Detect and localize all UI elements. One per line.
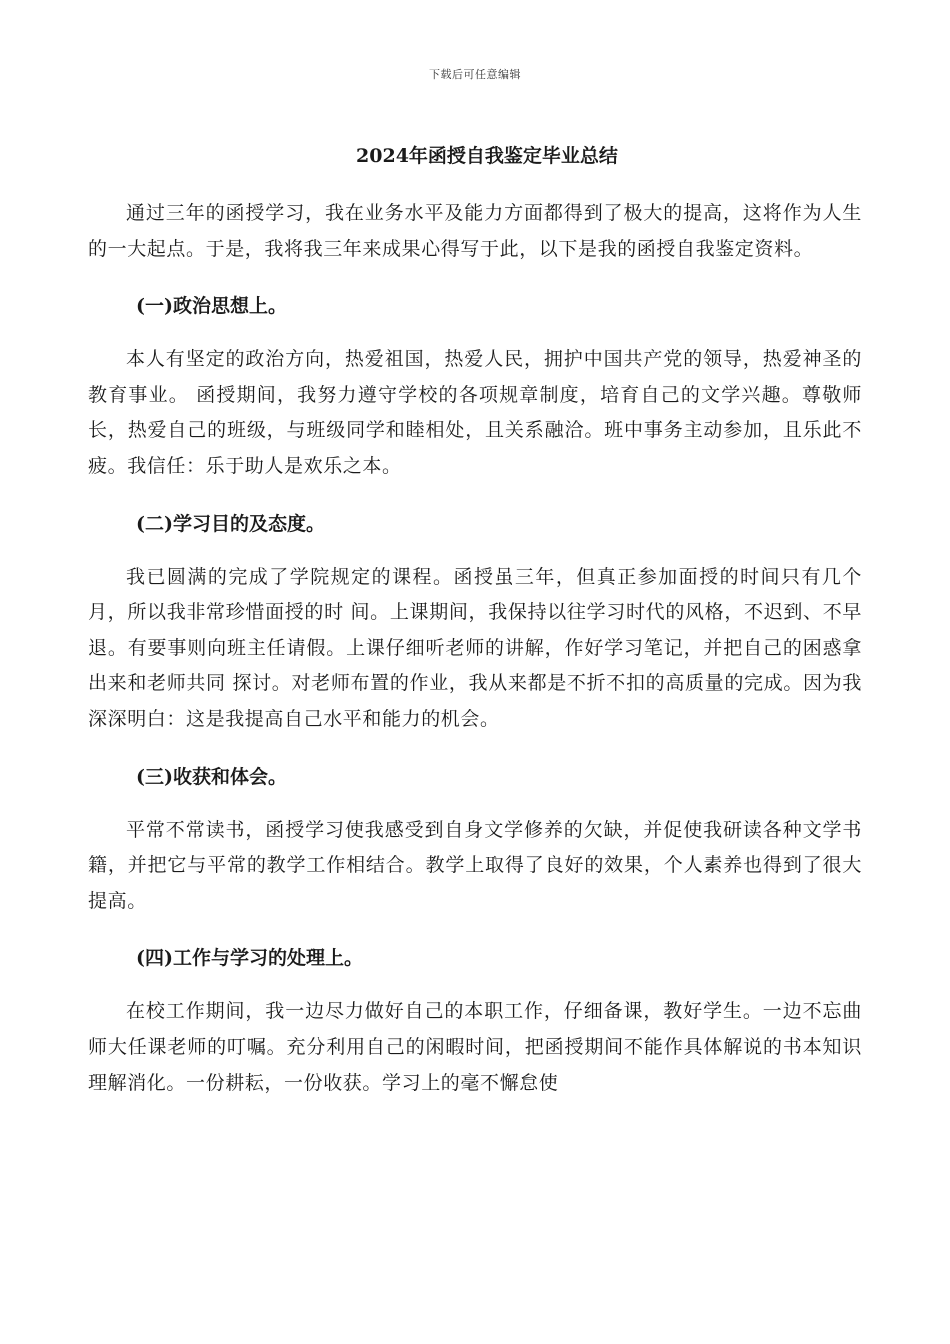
section-body-4: 在校工作期间，我一边尽力做好自己的本职工作，仔细备课，教好学生。一边不忘曲师大任课老师的叮嘱。充分利用自己的闲暇时间，把函授期间不能作具体解说的书本知识理解消化。一份耕耘，一份收获。学习上的毫不懈怠使 [88, 1000, 862, 1094]
section-body-3: 平常不常读书，函授学习使我感受到自身文学修养的欠缺，并促使我研读各种文学书籍，并把它与平常的教学工作相结合。教学上取得了良好的效果，个人素养也得到了很大提高。 [88, 818, 862, 912]
page-header: 下载后可任意编辑 [429, 68, 521, 81]
section-heading-4: (四)工作与学习的处理上。 [136, 947, 363, 970]
document-title: 2024年函授自我鉴定毕业总结 [356, 145, 618, 167]
section-body-2: 我已圆满的完成了学院规定的课程。函授虽三年，但真正参加面授的时间只有几个月，所以我非常珍惜面授的时 间。上课期间，我保持以往学习时代的风格，不迟到、不早退。有要事则向班主任请假。上课仔细听老师的讲解，作好学习笔记，并把自己的困惑拿出来和老师共同 探讨。对老师布置的作业，我从来都是不折不扣的高质量的完成。因为我深深明白：这是我提高自己水平和能力的机会。 [88, 565, 862, 730]
intro-paragraph: 通过三年的函授学习，我在业务水平及能力方面都得到了极大的提高，这将作为人生的一大起点。于是，我将我三年来成果心得写于此，以下是我的函授自我鉴定资料。 [88, 202, 862, 260]
section-body-1: 本人有坚定的政治方向，热爱祖国，热爱人民，拥护中国共产党的领导，热爱神圣的教育事业。 函授期间，我努力遵守学校的各项规章制度，培育自己的文学兴趣。尊敬师长，热爱自己的班级，与班级同学和睦相处，且关系融洽。班中事务主动参加，且乐此不 疲。我信任：乐于助人是欢乐之本。 [88, 348, 862, 477]
section-heading-1: (一)政治思想上。 [136, 295, 287, 318]
section-heading-2: (二)学习目的及态度。 [136, 512, 325, 535]
document-body [88, 138, 862, 1101]
section-heading-3: (三)收获和体会。 [136, 765, 287, 788]
